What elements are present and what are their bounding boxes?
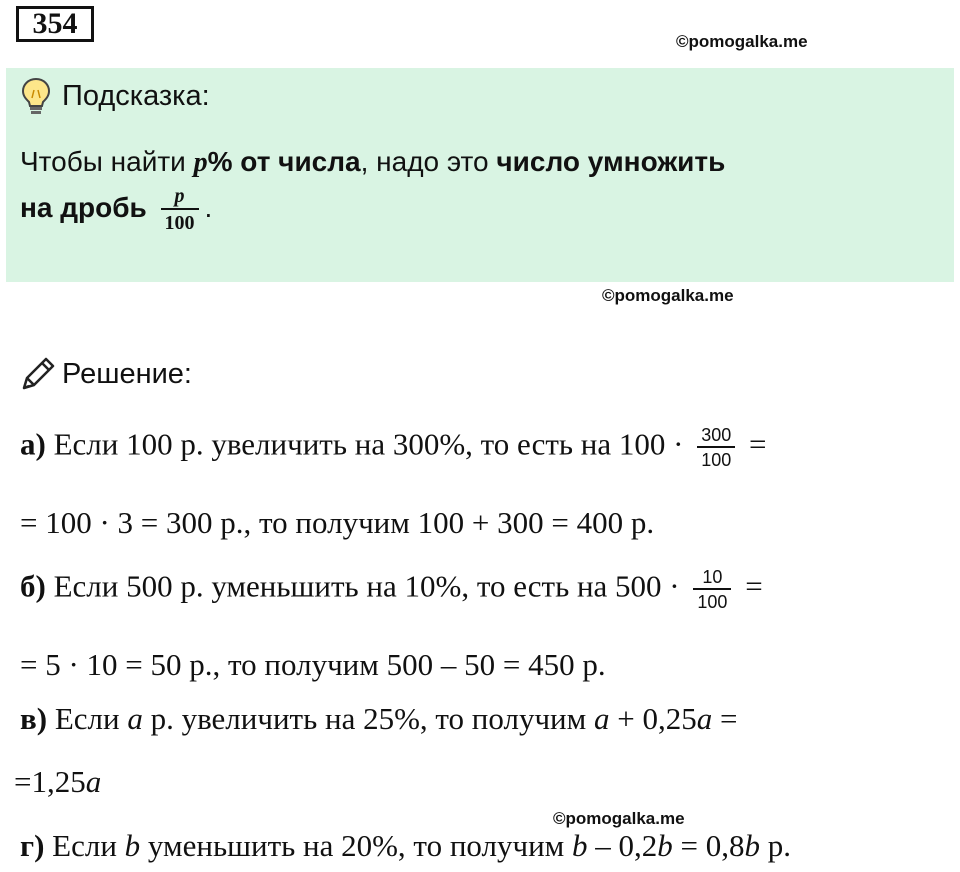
solution-b-line-1: [20, 568, 763, 611]
hint-fraction: [161, 186, 199, 233]
variable-a: a: [594, 701, 610, 736]
hint-fraction-denominator: 100: [161, 208, 199, 233]
solution-g-text: = 0,8: [672, 828, 745, 863]
watermark-bottom: ©pomogalka.me: [553, 809, 685, 828]
solution-b-fraction: [693, 568, 731, 611]
solution-g-text: – 0,2: [587, 828, 658, 863]
watermark-middle: ©pomogalka.me: [602, 286, 734, 305]
solution-v-text: + 0,25: [609, 701, 697, 736]
solution-v-text: =: [712, 701, 738, 736]
lightbulb-icon: [20, 76, 52, 116]
hint-period: .: [204, 191, 213, 223]
solution-g-text: уменьшить на 20%, то получим: [140, 828, 573, 863]
solution-a-text: Если 100 р. увеличить на 300%, то есть на 100 ·: [45, 426, 692, 462]
solution-v-text: =1,25: [14, 764, 86, 799]
variable-b: b: [657, 828, 673, 863]
solution-g-text: Если: [44, 828, 125, 863]
solution-v-line-1: [20, 701, 737, 737]
hint-text-bold-3: на дробь: [20, 191, 155, 223]
variable-a: a: [127, 701, 143, 736]
fraction-numerator: 300: [701, 425, 732, 445]
solution-b-text: Если 500 р. уменьшить на 10%, то есть на 500 ·: [45, 568, 688, 604]
solution-v-text: р. увеличить на 25%, то получим: [142, 701, 594, 736]
variable-b: b: [124, 828, 141, 863]
solution-b-line-2: = 5 · 10 = 50 р., то получим 500 – 50 = 450 р.: [20, 647, 606, 682]
problem-number: 354: [16, 6, 94, 42]
solution-v-text: Если: [47, 701, 128, 736]
hint-var-p: p: [193, 147, 208, 178]
solution-b-equals: =: [737, 568, 763, 604]
hint-text-bold-2: число умножить: [496, 146, 726, 177]
solution-b-label: б): [20, 568, 46, 604]
solution-v-line-2: [14, 764, 101, 800]
solution-a-label: а): [20, 426, 46, 462]
watermark-top: ©pomogalka.me: [676, 32, 808, 51]
fraction-denominator: 100: [693, 588, 731, 611]
hint-text-plain-2: , надо это: [360, 146, 497, 177]
variable-a: a: [696, 701, 713, 736]
solution-a-fraction: [697, 426, 735, 469]
solution-g-line-1: [20, 828, 791, 864]
fraction-numerator: 10: [702, 567, 723, 587]
variable-a: a: [85, 764, 102, 799]
solution-a-equals: =: [741, 426, 767, 462]
solution-a-line-1: [20, 426, 766, 469]
solution-g-label: г): [20, 828, 45, 863]
solution-v-label: в): [20, 701, 48, 736]
solution-g-text: р.: [760, 828, 792, 863]
variable-b: b: [744, 828, 761, 863]
hint-line-1: [20, 146, 725, 179]
pencil-icon: [18, 354, 58, 394]
hint-fraction-numerator: p: [174, 185, 185, 207]
hint-text-bold: % от числа: [207, 146, 361, 177]
hint-text-plain: Чтобы найти: [20, 146, 194, 177]
hint-line-2: [20, 186, 212, 233]
hint-title: Подсказка:: [62, 80, 210, 112]
solution-title: Решение:: [62, 358, 192, 390]
fraction-denominator: 100: [697, 446, 735, 469]
solution-a-line-2: = 100 · 3 = 300 р., то получим 100 + 300 = 400 р.: [20, 505, 655, 540]
variable-b: b: [572, 828, 588, 863]
